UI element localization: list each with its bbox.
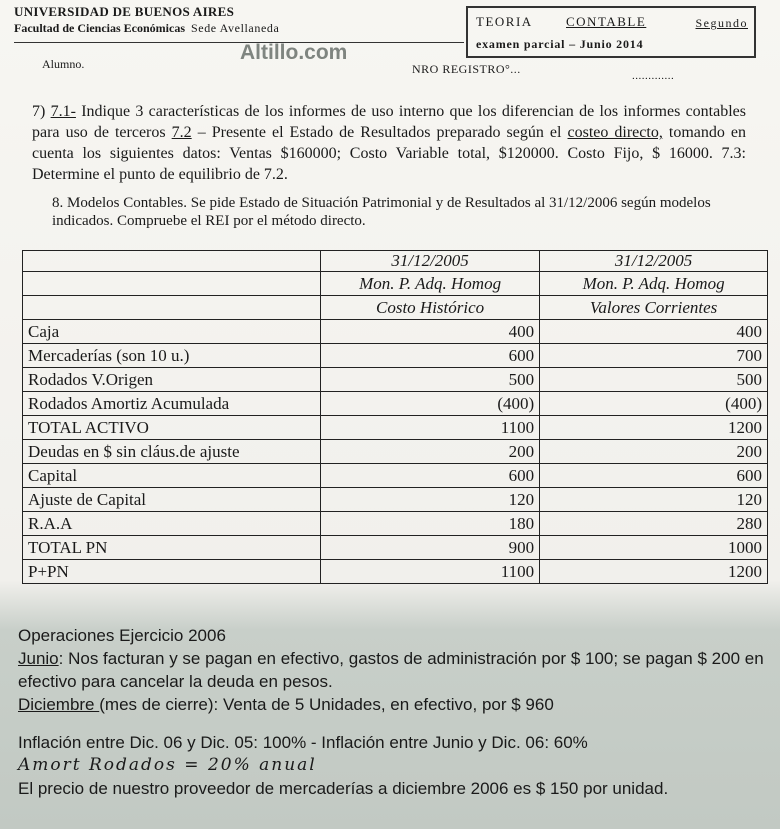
row-value-historic: (400) [321, 392, 540, 416]
table-row [23, 320, 768, 344]
row-value-current: (400) [540, 392, 768, 416]
row-label: TOTAL ACTIVO [23, 416, 321, 440]
operations-diciembre [18, 693, 768, 716]
university-name: UNIVERSIDAD DE BUENOS AIRES [14, 4, 235, 19]
question-8: 8. Modelos Contables. Se pide Estado de Situación Patrimonial y de Resultados al 31/12/2006 según modelos indicados. Compruebe el REI por el método directo. [52, 195, 711, 229]
q7-prefix: 7) [32, 103, 51, 120]
table-header-model-row [23, 272, 768, 296]
header-empty-cell [23, 296, 321, 320]
row-label: Capital [23, 464, 321, 488]
table-row [23, 488, 768, 512]
q7-costeo: costeo directo, [567, 124, 663, 141]
col2-model: Mon. P. Adq. Homog [540, 272, 768, 296]
q7-2-text: – Presente el Estado de Resultados preparado según el [191, 124, 568, 141]
row-value-current: 1200 [540, 416, 768, 440]
table-row [23, 512, 768, 536]
row-value-historic: 600 [321, 464, 540, 488]
registration-blank: ............. [632, 70, 675, 82]
institution-header [14, 4, 454, 36]
table-row [23, 368, 768, 392]
faculty-name: Facultad de Ciencias Económicas [14, 21, 185, 35]
row-label: P+PN [23, 560, 321, 584]
operations-section [18, 624, 768, 800]
row-value-historic: 120 [321, 488, 540, 512]
row-label: Caja [23, 320, 321, 344]
row-value-current: 500 [540, 368, 768, 392]
row-value-historic: 400 [321, 320, 540, 344]
row-value-current: 1200 [540, 560, 768, 584]
diciembre-text: (mes de cierre): Venta de 5 Unidades, en efectivo, por $ 960 [99, 695, 554, 714]
row-value-historic: 1100 [321, 560, 540, 584]
row-value-historic: 900 [321, 536, 540, 560]
col2-valuation: Valores Corrientes [540, 296, 768, 320]
handwritten-note: Amort Rodados = 20% anual [18, 755, 317, 775]
row-label: R.A.A [23, 512, 321, 536]
row-value-historic: 600 [321, 344, 540, 368]
spacer [18, 716, 768, 731]
question-7 [32, 101, 746, 185]
row-value-current: 200 [540, 440, 768, 464]
exam-turn: Segundo [695, 16, 748, 30]
operations-junio [18, 647, 768, 693]
inflation-line: Inflación entre Dic. 06 y Dic. 05: 100% - Inflación entre Junio y Dic. 06: 60% [18, 733, 588, 752]
exam-title-box [466, 6, 756, 58]
row-value-current: 700 [540, 344, 768, 368]
row-label: Rodados Amortiz Acumulada [23, 392, 321, 416]
operations-title: Operaciones Ejercicio 2006 [18, 626, 226, 645]
junio-label: Junio [18, 649, 59, 668]
row-label: TOTAL PN [23, 536, 321, 560]
registration-label: NRO REGISTRO°... [412, 62, 521, 76]
q7-3-text: tomando en cuenta los siguientes datos: Ventas $160000; Costo Variable total, $120000. Costo Fijo, $ 16000. 7.3: Determine el punto de equilibrio de 7.2. [32, 124, 747, 183]
row-value-current: 1000 [540, 536, 768, 560]
row-label: Ajuste de Capital [23, 488, 321, 512]
table-row [23, 464, 768, 488]
q7-1-number: 7.1- [50, 103, 76, 120]
sede-name: Sede Avellaneda [191, 21, 280, 35]
table-row [23, 344, 768, 368]
row-value-current: 280 [540, 512, 768, 536]
header-empty-cell [23, 272, 321, 296]
balance-table [22, 250, 768, 584]
row-label: Mercaderías (son 10 u.) [23, 344, 321, 368]
student-label: Alumno. [42, 57, 85, 71]
table-row [23, 416, 768, 440]
table-row [23, 392, 768, 416]
row-value-current: 400 [540, 320, 768, 344]
table-header-valuation-row [23, 296, 768, 320]
q7-1-text: Indique 3 características de los informes de uso interno que los diferencian de los informes contables para uso de terceros [32, 103, 746, 141]
header-empty-cell [23, 251, 321, 272]
col1-date: 31/12/2005 [321, 251, 540, 272]
row-value-historic: 500 [321, 368, 540, 392]
q7-2-number: 7.2 [171, 124, 192, 141]
row-value-historic: 200 [321, 440, 540, 464]
row-value-current: 600 [540, 464, 768, 488]
subject-word-1: TEORIA [476, 14, 533, 29]
col2-date: 31/12/2005 [540, 251, 768, 272]
subject-word-2: CONTABLE [566, 14, 647, 29]
row-label: Rodados V.Origen [23, 368, 321, 392]
col1-valuation: Costo Histórico [321, 296, 540, 320]
table-row [23, 536, 768, 560]
faculty-line [14, 21, 454, 36]
row-label: Deudas en $ sin cláus.de ajuste [23, 440, 321, 464]
watermark-logo: Altillo.com [240, 41, 348, 64]
row-value-historic: 180 [321, 512, 540, 536]
junio-text: : Nos facturan y se pagan en efectivo, gastos de administración por $ 100; se pagan $ 200 en efectivo para cancelar la deuda en pesos. [18, 649, 764, 691]
header-divider [14, 42, 464, 43]
col1-model: Mon. P. Adq. Homog [321, 272, 540, 296]
row-value-historic: 1100 [321, 416, 540, 440]
exam-date: examen parcial – Junio 2014 [476, 37, 644, 51]
table-row [23, 560, 768, 584]
row-value-current: 120 [540, 488, 768, 512]
table-header-date-row [23, 251, 768, 272]
supplier-price-line: El precio de nuestro proveedor de mercaderías a diciembre 2006 es $ 150 por unidad. [18, 779, 669, 798]
table-row [23, 440, 768, 464]
diciembre-label: Diciembre [18, 695, 100, 714]
